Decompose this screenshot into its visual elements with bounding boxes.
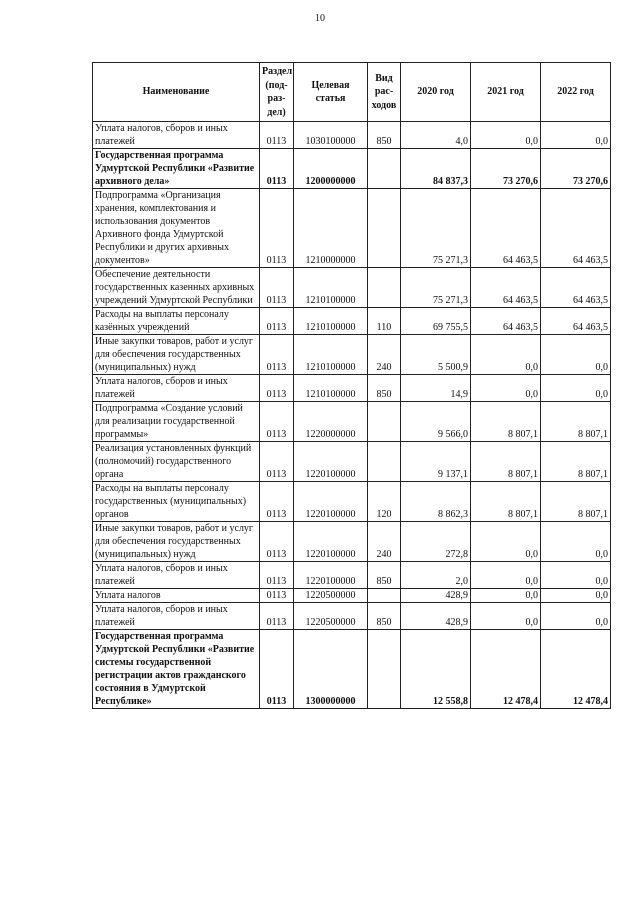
value-2022-cell: 0,0: [541, 122, 611, 149]
value-2021-cell: 0,0: [471, 375, 541, 402]
section-cell: 0113: [260, 268, 294, 308]
section-cell: 0113: [260, 189, 294, 268]
target-cell: 1210000000: [294, 189, 368, 268]
section-cell: 0113: [260, 562, 294, 589]
type-cell: [368, 149, 401, 189]
target-cell: 1220100000: [294, 482, 368, 522]
name-cell: Государственная программа Удмуртской Республики «Развитие архивного дела»: [93, 149, 260, 189]
target-cell: 1220000000: [294, 402, 368, 442]
table-row: [93, 375, 611, 402]
table-row: [93, 122, 611, 149]
value-2021-cell: 8 807,1: [471, 482, 541, 522]
value-2020-cell: 428,9: [401, 589, 471, 603]
budget-table: [92, 62, 611, 709]
value-2020-cell: 272,8: [401, 522, 471, 562]
value-2020-cell: 12 558,8: [401, 630, 471, 709]
value-2020-cell: 5 500,9: [401, 335, 471, 375]
target-cell: 1220500000: [294, 589, 368, 603]
value-2022-cell: 8 807,1: [541, 482, 611, 522]
name-cell: Иные закупки товаров, работ и услуг для обеспечения государственных (муниципальных) нужд: [93, 335, 260, 375]
value-2021-cell: 0,0: [471, 522, 541, 562]
col-section-header: Раздел (под-раз-дел): [260, 63, 294, 122]
type-cell: 240: [368, 522, 401, 562]
target-cell: 1210100000: [294, 308, 368, 335]
target-cell: 1200000000: [294, 149, 368, 189]
value-2021-cell: 64 463,5: [471, 308, 541, 335]
type-cell: 120: [368, 482, 401, 522]
type-cell: 110: [368, 308, 401, 335]
value-2021-cell: 8 807,1: [471, 402, 541, 442]
col-2022-header: 2022 год: [541, 63, 611, 122]
value-2020-cell: 9 566,0: [401, 402, 471, 442]
table-row: [93, 149, 611, 189]
name-cell: Уплата налогов, сборов и иных платежей: [93, 603, 260, 630]
section-cell: 0113: [260, 375, 294, 402]
col-target-header: Целевая статья: [294, 63, 368, 122]
type-cell: [368, 189, 401, 268]
value-2021-cell: 8 807,1: [471, 442, 541, 482]
value-2022-cell: 0,0: [541, 562, 611, 589]
value-2020-cell: 69 755,5: [401, 308, 471, 335]
table-row: [93, 268, 611, 308]
section-cell: 0113: [260, 603, 294, 630]
type-cell: 850: [368, 122, 401, 149]
section-cell: 0113: [260, 402, 294, 442]
table-row: [93, 189, 611, 268]
type-cell: [368, 442, 401, 482]
type-cell: [368, 630, 401, 709]
value-2021-cell: 0,0: [471, 122, 541, 149]
name-cell: Расходы на выплаты персоналу государственных (муниципальных) органов: [93, 482, 260, 522]
type-cell: [368, 589, 401, 603]
table-row: [93, 589, 611, 603]
name-cell: Подпрограмма «Организация хранения, комплектования и использования документов Архивного фонда Удмуртской Республики и других архивных документов»: [93, 189, 260, 268]
value-2021-cell: 12 478,4: [471, 630, 541, 709]
target-cell: 1220100000: [294, 442, 368, 482]
section-cell: 0113: [260, 589, 294, 603]
type-cell: 850: [368, 562, 401, 589]
value-2020-cell: 8 862,3: [401, 482, 471, 522]
value-2022-cell: 0,0: [541, 589, 611, 603]
value-2021-cell: 0,0: [471, 589, 541, 603]
section-cell: 0113: [260, 122, 294, 149]
value-2022-cell: 64 463,5: [541, 308, 611, 335]
value-2021-cell: 0,0: [471, 335, 541, 375]
name-cell: Уплата налогов: [93, 589, 260, 603]
value-2022-cell: 0,0: [541, 603, 611, 630]
name-cell: Государственная программа Удмуртской Республики «Развитие системы государственной регистрации актов гражданского состояния в Удмуртской Республике»: [93, 630, 260, 709]
value-2022-cell: 0,0: [541, 375, 611, 402]
value-2022-cell: 64 463,5: [541, 268, 611, 308]
target-cell: 1210100000: [294, 268, 368, 308]
table-row: [93, 522, 611, 562]
value-2020-cell: 84 837,3: [401, 149, 471, 189]
target-cell: 1220500000: [294, 603, 368, 630]
table-row: [93, 630, 611, 709]
target-cell: 1220100000: [294, 562, 368, 589]
section-cell: 0113: [260, 630, 294, 709]
name-cell: Иные закупки товаров, работ и услуг для обеспечения государственных (муниципальных) нужд: [93, 522, 260, 562]
section-cell: 0113: [260, 149, 294, 189]
type-cell: 240: [368, 335, 401, 375]
table-body: [93, 122, 611, 709]
name-cell: Реализация установленных функций (полномочий) государственного органа: [93, 442, 260, 482]
type-cell: 850: [368, 603, 401, 630]
section-cell: 0113: [260, 442, 294, 482]
type-cell: 850: [368, 375, 401, 402]
name-cell: Расходы на выплаты персоналу казённых учреждений: [93, 308, 260, 335]
section-cell: 0113: [260, 308, 294, 335]
value-2020-cell: 2,0: [401, 562, 471, 589]
value-2020-cell: 14,9: [401, 375, 471, 402]
value-2020-cell: 4,0: [401, 122, 471, 149]
value-2021-cell: 64 463,5: [471, 268, 541, 308]
value-2020-cell: 75 271,3: [401, 268, 471, 308]
table-row: [93, 335, 611, 375]
col-2020-header: 2020 год: [401, 63, 471, 122]
col-type-header: Вид рас-ходов: [368, 63, 401, 122]
section-cell: 0113: [260, 482, 294, 522]
value-2022-cell: 64 463,5: [541, 189, 611, 268]
table-row: [93, 562, 611, 589]
value-2022-cell: 12 478,4: [541, 630, 611, 709]
type-cell: [368, 268, 401, 308]
col-2021-header: 2021 год: [471, 63, 541, 122]
header-row: [93, 63, 611, 122]
name-cell: Подпрограмма «Создание условий для реализации государственной программы»: [93, 402, 260, 442]
section-cell: 0113: [260, 522, 294, 562]
name-cell: Уплата налогов, сборов и иных платежей: [93, 375, 260, 402]
value-2021-cell: 0,0: [471, 603, 541, 630]
target-cell: 1210100000: [294, 375, 368, 402]
table-row: [93, 603, 611, 630]
section-cell: 0113: [260, 335, 294, 375]
value-2022-cell: 8 807,1: [541, 402, 611, 442]
table-row: [93, 442, 611, 482]
value-2020-cell: 428,9: [401, 603, 471, 630]
name-cell: Уплата налогов, сборов и иных платежей: [93, 562, 260, 589]
table-row: [93, 402, 611, 442]
value-2021-cell: 73 270,6: [471, 149, 541, 189]
table-row: [93, 482, 611, 522]
target-cell: 1300000000: [294, 630, 368, 709]
value-2022-cell: 0,0: [541, 335, 611, 375]
value-2021-cell: 0,0: [471, 562, 541, 589]
value-2020-cell: 9 137,1: [401, 442, 471, 482]
value-2022-cell: 0,0: [541, 522, 611, 562]
target-cell: 1220100000: [294, 522, 368, 562]
target-cell: 1210100000: [294, 335, 368, 375]
name-cell: Обеспечение деятельности государственных казенных архивных учреждений Удмуртской Республики: [93, 268, 260, 308]
target-cell: 1030100000: [294, 122, 368, 149]
table-row: [93, 308, 611, 335]
value-2020-cell: 75 271,3: [401, 189, 471, 268]
value-2022-cell: 73 270,6: [541, 149, 611, 189]
col-name-header: Наименование: [93, 63, 260, 122]
page-number: 10: [315, 13, 325, 24]
value-2021-cell: 64 463,5: [471, 189, 541, 268]
value-2022-cell: 8 807,1: [541, 442, 611, 482]
name-cell: Уплата налогов, сборов и иных платежей: [93, 122, 260, 149]
type-cell: [368, 402, 401, 442]
